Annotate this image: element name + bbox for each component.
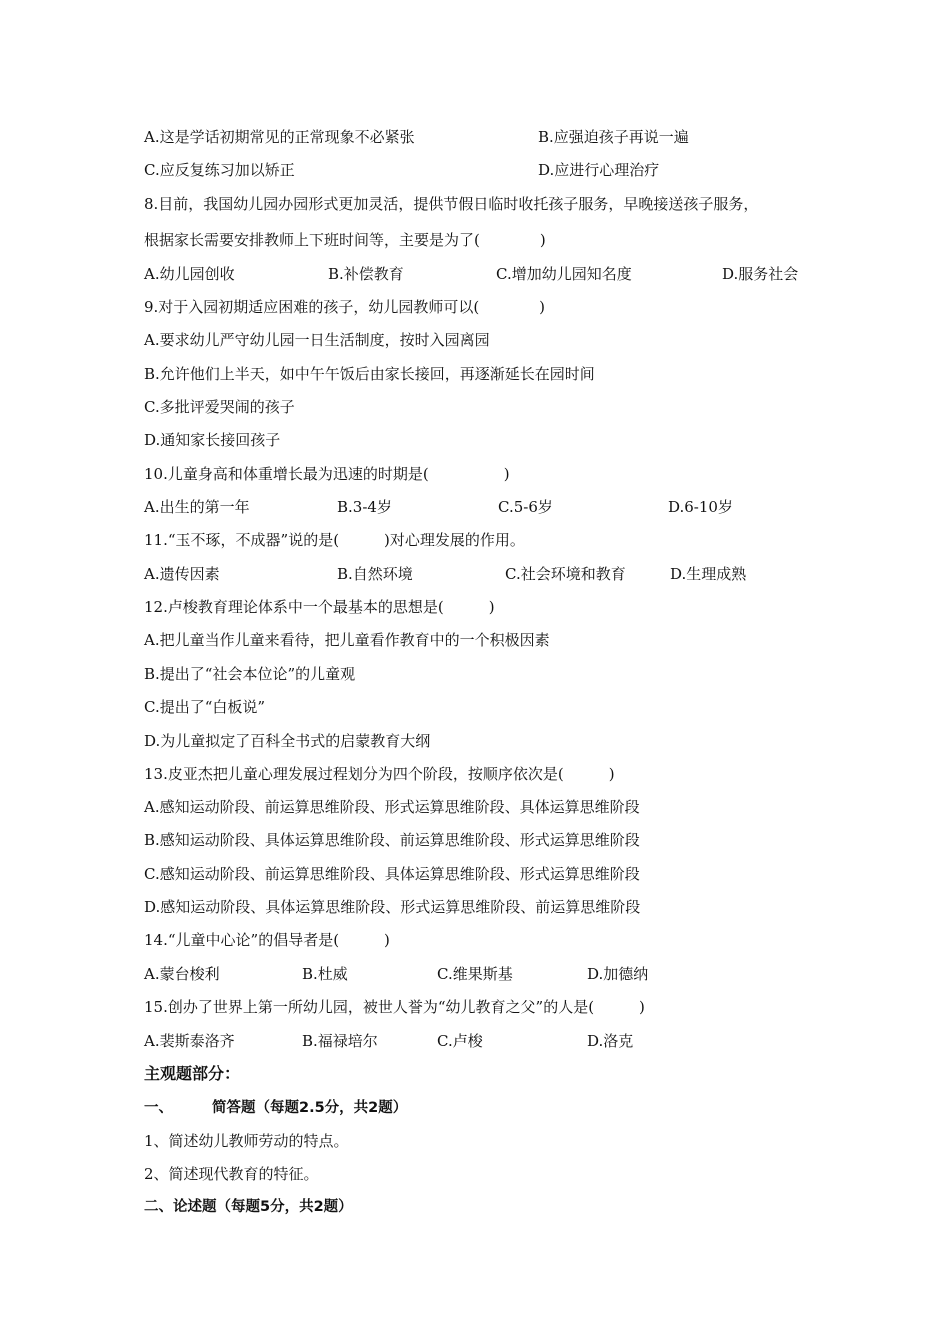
subjective-title: 主观题部分： bbox=[144, 1064, 241, 1083]
q8-option-c: C.增加幼儿园知名度 bbox=[496, 265, 632, 283]
section1-item-2: 2、简述现代教育的特征。 bbox=[144, 1165, 319, 1183]
q12-option-d: D.为儿童拟定了百科全书式的启蒙教育大纲 bbox=[144, 732, 431, 750]
q9-option-d: D.通知家长接回孩子 bbox=[144, 431, 281, 449]
q11-option-a: A.遗传因素 bbox=[144, 565, 220, 583]
q7-option-c: C.应反复练习加以矫正 bbox=[144, 161, 295, 179]
section1-heading bbox=[144, 1098, 407, 1118]
q14-option-b: B.杜威 bbox=[302, 965, 348, 983]
q13-option-b: B.感知运动阶段、具体运算思维阶段、前运算思维阶段、形式运算思维阶段 bbox=[144, 831, 640, 849]
q12-option-b: B.提出了“社会本位论”的儿童观 bbox=[144, 665, 356, 683]
q8-option-b: B.补偿教育 bbox=[328, 265, 404, 283]
q14-option-c: C.维果斯基 bbox=[437, 965, 513, 983]
q12-option-c: C.提出了“白板说” bbox=[144, 698, 266, 716]
q9-option-a: A.要求幼儿严守幼儿园一日生活制度，按时入园离园 bbox=[144, 331, 490, 349]
q10-option-a: A.出生的第一年 bbox=[144, 498, 250, 516]
q15-stem: 15.创办了世界上第一所幼儿园，被世人誉为“幼儿教育之父”的人是( ) bbox=[144, 998, 645, 1016]
section2-heading: 二、论述题（每题5分，共2题） bbox=[144, 1199, 353, 1215]
q10-option-b: B.3-4岁 bbox=[337, 498, 392, 516]
q14-option-a: A.蒙台梭利 bbox=[144, 965, 220, 983]
q15-option-b: B.福禄培尔 bbox=[302, 1032, 378, 1050]
q11-option-d: D.生理成熟 bbox=[670, 565, 747, 583]
q8-stem-line1: 8.目前，我国幼儿园办园形式更加灵活，提供节假日临时收托孩子服务，早晚接送孩子服务， bbox=[144, 195, 759, 213]
q9-stem: 9.对于入园初期适应困难的孩子，幼儿园教师可以( ) bbox=[144, 298, 546, 316]
q11-stem: 11.“玉不琢，不成器”说的是( )对心理发展的作用。 bbox=[144, 531, 525, 549]
q11-option-b: B.自然环境 bbox=[337, 565, 413, 583]
q15-option-c: C.卢梭 bbox=[437, 1032, 483, 1050]
q12-option-a: A.把儿童当作儿童来看待，把儿童看作教育中的一个积极因素 bbox=[144, 631, 550, 649]
q7-option-a: A.这是学话初期常见的正常现象不必紧张 bbox=[144, 128, 415, 146]
q9-option-c: C.多批评爱哭闹的孩子 bbox=[144, 398, 295, 416]
q9-option-b: B.允许他们上半天，如中午午饭后由家长接回，再逐渐延长在园时间 bbox=[144, 365, 595, 383]
q7-option-b: B.应强迫孩子再说一遍 bbox=[538, 128, 689, 146]
q8-stem-line2: 根据家长需要安排教师上下班时间等，主要是为了( ) bbox=[144, 231, 546, 249]
q13-stem: 13.皮亚杰把儿童心理发展过程划分为四个阶段，按顺序依次是( ) bbox=[144, 765, 615, 783]
section1-number: 一、 bbox=[144, 1100, 173, 1116]
q13-option-c: C.感知运动阶段、前运算思维阶段、具体运算思维阶段、形式运算思维阶段 bbox=[144, 865, 640, 883]
section1-item-1: 1、简述幼儿教师劳动的特点。 bbox=[144, 1132, 349, 1150]
q8-option-d: D.服务社会 bbox=[722, 265, 799, 283]
section1-title: 简答题（每题2.5分，共2题） bbox=[212, 1100, 408, 1116]
q14-option-d: D.加德纳 bbox=[587, 965, 649, 983]
q13-option-a: A.感知运动阶段、前运算思维阶段、形式运算思维阶段、具体运算思维阶段 bbox=[144, 798, 640, 816]
q8-option-a: A.幼儿园创收 bbox=[144, 265, 235, 283]
q10-stem: 10.儿童身高和体重增长最为迅速的时期是( ) bbox=[144, 465, 510, 483]
q15-option-a: A.裴斯泰洛齐 bbox=[144, 1032, 235, 1050]
q10-option-d: D.6-10岁 bbox=[668, 498, 733, 516]
q7-option-d: D.应进行心理治疗 bbox=[538, 161, 660, 179]
q10-option-c: C.5-6岁 bbox=[498, 498, 553, 516]
q14-stem: 14.“儿童中心论”的倡导者是( ) bbox=[144, 931, 390, 949]
q11-option-c: C.社会环境和教育 bbox=[505, 565, 626, 583]
q13-option-d: D.感知运动阶段、具体运算思维阶段、形式运算思维阶段、前运算思维阶段 bbox=[144, 898, 641, 916]
q12-stem: 12.卢梭教育理论体系中一个最基本的思想是( ) bbox=[144, 598, 495, 616]
q15-option-d: D.洛克 bbox=[587, 1032, 634, 1050]
